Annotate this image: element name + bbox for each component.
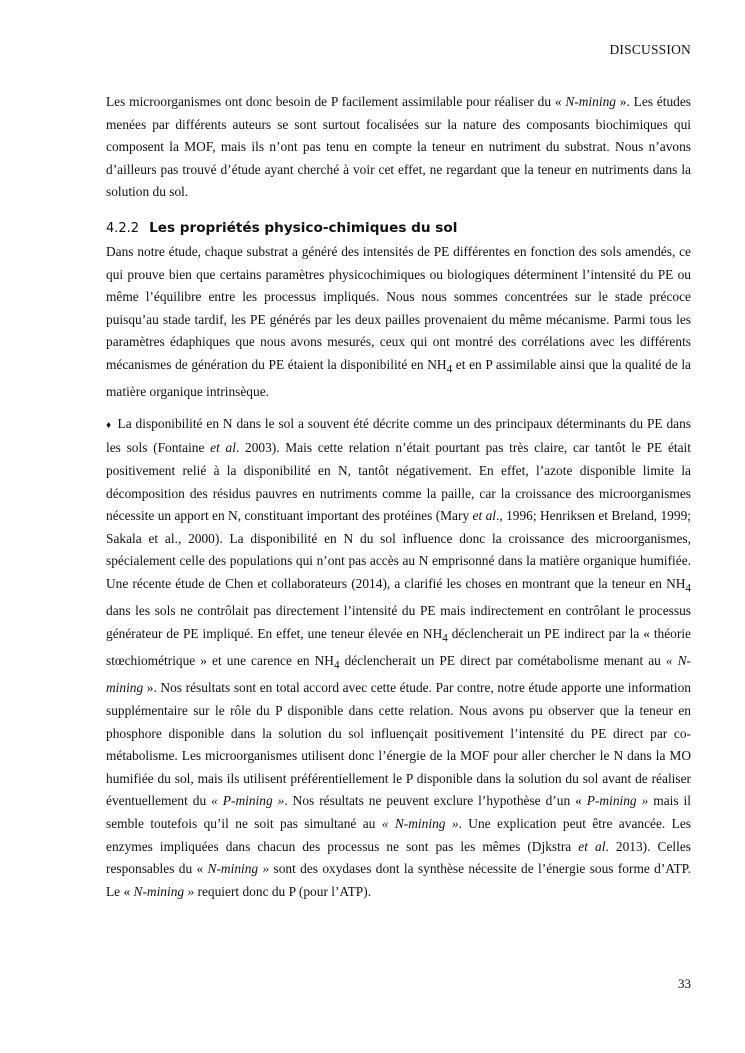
page-number: 33 bbox=[678, 976, 691, 991]
paragraph-2: Dans notre étude, chaque substrat a généré des intensités de PE différentes en fonction des sols amendés, ce qui prouve bien que certains paramètres physicochimiques ou biologiques déterminent l’intensité du PE ou même l’équilibre entre les processus impliqués. Nous nous sommes concentrées sur le stade précoce puisqu’au stade tardif, les PE générés par les deux pailles provenaient du même mécanisme. Parmi tous les paramètres édaphiques que nous avons mesurés, ceux qui ont montré des corrélations avec les différents mécanismes de génération du PE étaient la disponibilité en $NH_4$ et en P assimilable ainsi que la qualité de la matière organique intrinsèque. bbox=[106, 243, 691, 400]
running-header: DISCUSSION bbox=[609, 42, 691, 57]
section-title: Les propriétés physico-chimiques du sol bbox=[149, 219, 458, 236]
paragraph-3: ♦ La disponibilité en N dans le sol a souvent été décrite comme un des principaux déterminants du PE dans les sols (Fontaine et al. 2003). Mais cette relation n’était pourtant pas très claire, car tantôt le PE était positivement relié à la disponibilité en N, tantôt négativement. En effet, l’azote disponible limite la décomposition des résidus pauvres en nutriments comme la paille, car la croissance des microorganismes nécessite un apport en N, constituant important des protéines (Mary et al., 1996; Henriksen et Breland, 1999; Sakala et al., 2000). La disponibilité en N du sol influence donc la croissance des microorganismes, spécialement celle des populations qui n’ont pas accès au N emprisonné dans la matière organique humifiée. Une récente étude de Chen et collaborateurs (2014), a clarifié les choses en montrant que la teneur en $NH_4$ dans les sols ne contrôlait pas directement l’intensité du PE mais indirectement en contrôlant le processus générateur de PE impliqué. En effet, une teneur élevée en $NH_4$ déclencherait un PE indirect par la « théorie stœchiométrique » et une carence en $NH_4$ déclencherait un PE direct par cométabolisme menant au « N-mining ». Nos résultats sont en total accord avec cette étude. Par contre, notre étude apporte une information supplémentaire sur le rôle du P disponible dans cette relation. Nous avons pu observer que la teneur en phosphore disponible dans la solution du sol influençait positivement l’intensité du PE direct par co-métabolisme. Les microorganismes utilisent donc l’énergie de la MOF pour aller chercher le N dans la MO humifiée du sol, mais ils utilisent préférentiellement le P disponible dans la solution du sol avant de réaliser éventuellement du « P-mining ». Nos résultats ne peuvent exclure l’hypothèse d’un « P-mining » mais il semble toutefois qu’il ne soit pas simultané au « N-mining ». Une explication peut être avancée. Les enzymes impliquées dans chacun des processus ne sont pas les mêmes (Djkstra et al. 2013). Celles responsables du « N-mining » sont des oxydases dont la synthèse nécessite de l’énergie sous forme d’ATP. Le « N-mining » requiert donc du P (pour l’ATP). bbox=[106, 415, 691, 899]
section-number: 4.2.2 bbox=[106, 220, 140, 236]
diamond-bullet-icon: ♦ bbox=[106, 419, 112, 431]
page-body bbox=[106, 91, 691, 903]
section-heading bbox=[106, 218, 691, 239]
paragraph-1: Les microorganismes ont donc besoin de P facilement assimilable pour réaliser du « N-mining ». Les études menées par différents auteurs se sont surtout focalisées sur la nature des composants biochimiques qui composent la MOF, mais ils n’ont pas tenu en compte la teneur en nutriment du substrat. Nous n’avons d’ailleurs pas trouvé d’étude ayant cherché à voir cet effet, ne regardant que la teneur en nutriments dans la solution du sol. bbox=[106, 94, 691, 200]
